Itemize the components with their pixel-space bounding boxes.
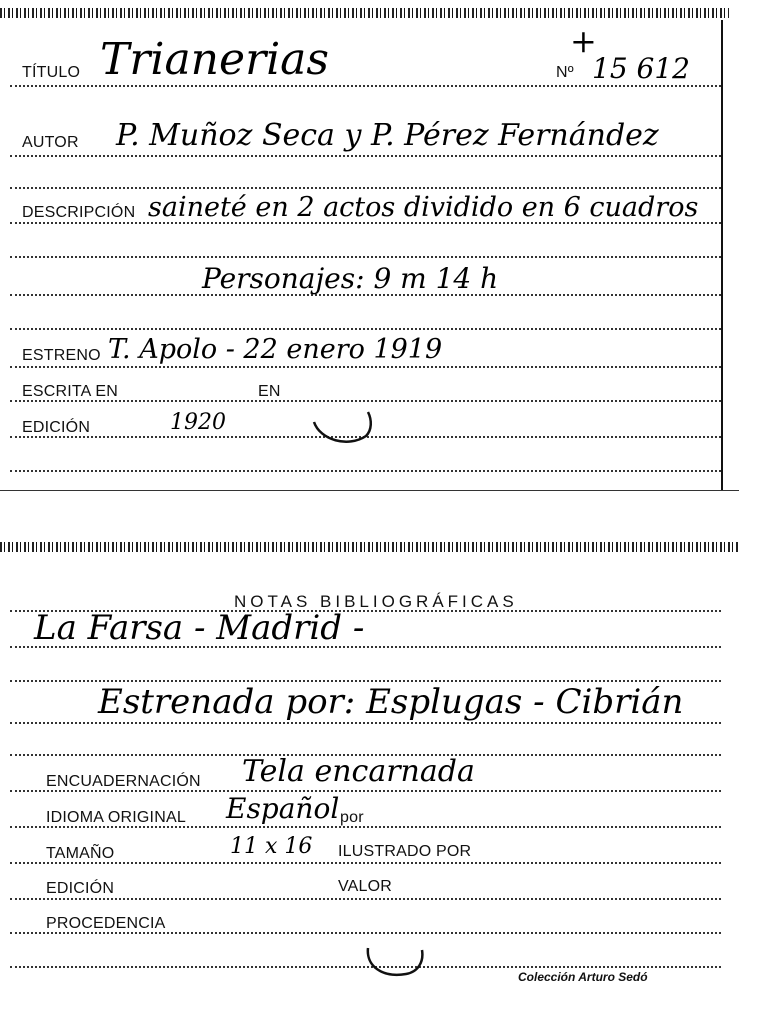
rule-tamano [10,862,721,864]
edicion-value: 1920 [170,410,226,435]
autor-label: AUTOR [22,134,79,151]
rule-blank-3 [10,328,721,330]
notas-title: NOTAS BIBLIOGRÁFICAS [234,592,518,611]
autor-value: P. Muñoz Seca y P. Pérez Fernández [116,118,659,153]
punch-hole-mark [362,928,432,984]
card-bottom-edge [0,490,739,491]
card-top-border [0,8,729,18]
card-top-border [0,542,739,552]
note-line-2: Estrenada por: Esplugas - Cibrián [98,682,684,722]
rule-blank-4 [10,470,721,472]
titulo-label: TÍTULO [22,64,81,81]
edicion-label: EDICIÓN [22,419,91,436]
valor-label: VALOR [338,878,393,895]
estreno-label: ESTRENO [22,347,101,364]
personajes-value: Personajes: 9 m 14 h [202,262,499,295]
por-label: por [340,809,364,826]
edicion-label: EDICIÓN [46,880,115,897]
note-line-1: La Farsa - Madrid - [34,608,365,648]
numero-label: Nº [556,64,574,81]
titulo-value: Trianerias [100,34,329,85]
en-label: EN [258,383,281,400]
rule-estreno [10,366,721,368]
estreno-value: T. Apolo - 22 enero 1919 [108,334,443,365]
catalog-card-back [0,540,759,1028]
rule-blank-1 [10,187,721,189]
tamano-value: 11 x 16 [230,834,313,859]
catalog-card-front [0,0,759,495]
punch-hole-mark [308,400,378,450]
rule-edicion [10,898,721,900]
card-right-edge [721,20,723,490]
tamano-label: TAMAÑO [46,845,115,862]
rule-blank-2 [10,256,721,258]
idioma-value: Español [226,792,340,825]
rule-autor [10,155,721,157]
descripcion-label: DESCRIPCIÓN [22,204,136,221]
ilustrado-label: ILUSTRADO POR [338,843,472,860]
numero-mark: + [570,22,597,60]
escrita-label: ESCRITA EN [22,383,118,400]
encuadernacion-value: Tela encarnada [242,754,475,789]
rule-titulo [10,85,721,87]
descripcion-value: saineté en 2 actos dividido en 6 cuadros [148,192,699,223]
numero-value: 15 612 [592,52,690,85]
idioma-label: IDIOMA ORIGINAL [46,809,186,826]
procedencia-label: PROCEDENCIA [46,915,166,932]
rule-note-2 [10,722,721,724]
coleccion-credit: Colección Arturo Sedó [518,970,648,984]
encuadernacion-label: ENCUADERNACIÓN [46,773,201,790]
